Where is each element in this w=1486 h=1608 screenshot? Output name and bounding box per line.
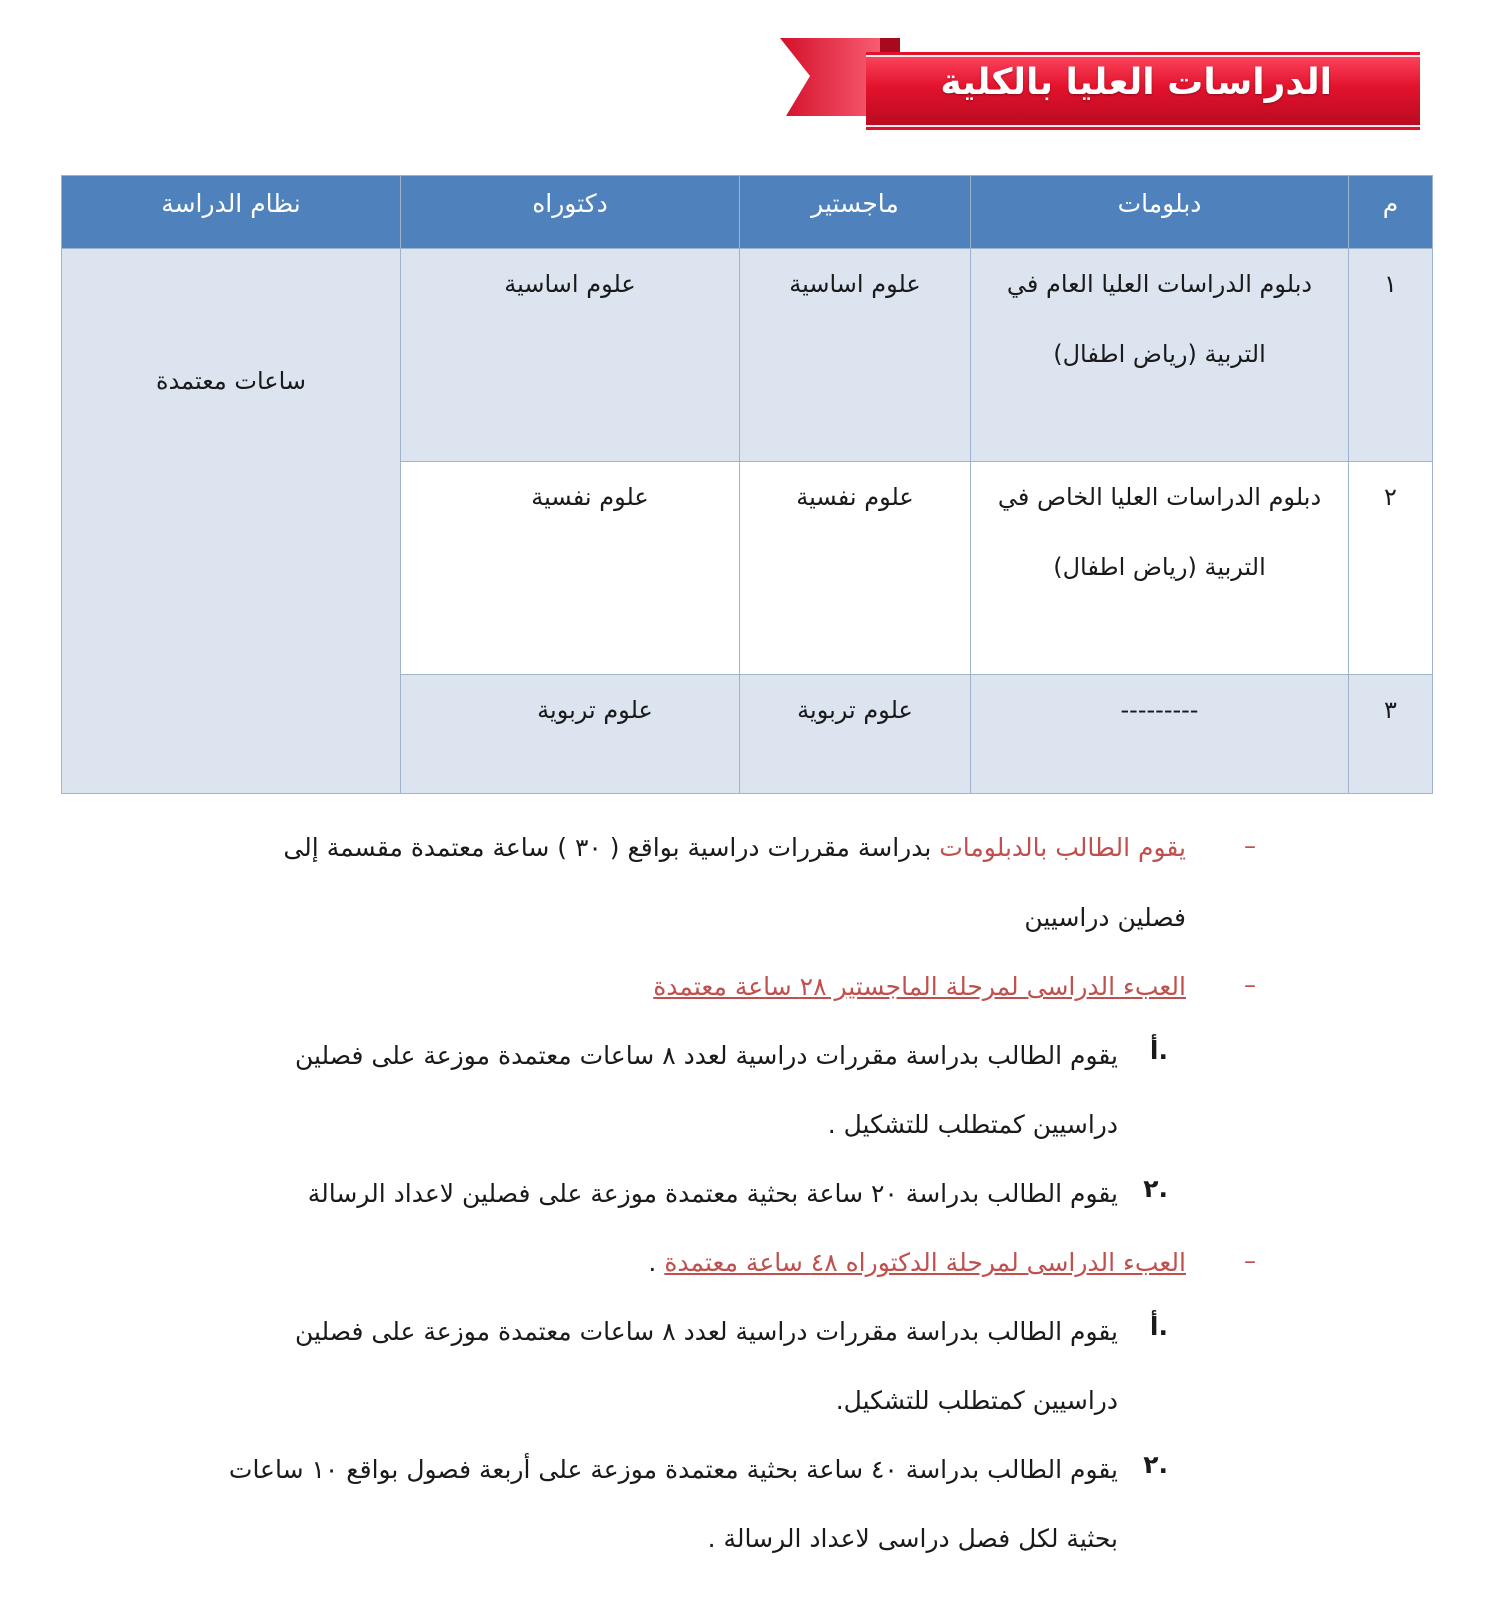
- header-num: م: [1349, 176, 1433, 249]
- masters-item-a: يقوم الطالب بدراسة مقررات دراسية لعدد ٨ ساعات معتمدة موزعة على فصلين: [294, 1041, 1118, 1070]
- list-marker: .٢: [1143, 1174, 1168, 1203]
- diplomas-note-lead: يقوم الطالب بالدبلومات: [939, 833, 1186, 862]
- diplomas-note: [283, 812, 1186, 883]
- row-number: ١: [1349, 249, 1433, 462]
- table-header-row: [62, 176, 1433, 249]
- heading-period: .: [648, 1248, 665, 1277]
- programs-table: [62, 175, 1433, 794]
- masters-item-b: يقوم الطالب بدراسة ٢٠ ساعة بحثية معتمدة موزعة على فصلين لاعداد الرسالة: [307, 1179, 1118, 1208]
- diploma-cell: [971, 462, 1349, 675]
- bullet-dash: –: [1244, 1247, 1256, 1275]
- header-doctorate: دكتوراه: [401, 176, 740, 249]
- study-system-cell: [62, 249, 401, 794]
- diploma-line: دبلوم الدراسات العليا العام في: [1006, 270, 1313, 298]
- diplomas-note-line2: فصلين دراسيين: [1024, 903, 1186, 932]
- bullet-dash: –: [1244, 971, 1256, 999]
- page-title: الدراسات العليا بالكلية: [940, 62, 1332, 103]
- diploma-cell: [971, 249, 1349, 462]
- masters-item-a-line2: دراسيين كمتطلب للتشكيل .: [827, 1110, 1118, 1139]
- header-masters: ماجستير: [740, 176, 971, 249]
- doctorate-cell: علوم نفسية: [401, 462, 740, 675]
- masters-cell: علوم تربوية: [740, 675, 971, 794]
- row-number: ٢: [1349, 462, 1433, 675]
- header-diplomas: دبلومات: [971, 176, 1349, 249]
- masters-load-heading: العبء الدراسى لمرحلة الماجستير ٢٨ ساعة معتمدة: [653, 972, 1186, 1001]
- doctorate-cell: علوم تربوية: [401, 675, 740, 794]
- bullet-dash: –: [1244, 832, 1256, 860]
- doctorate-load-heading: العبء الدراسى لمرحلة الدكتوراه ٤٨ ساعة معتمدة: [664, 1248, 1186, 1277]
- doctorate-cell: علوم اساسية: [401, 249, 740, 462]
- masters-cell: علوم اساسية: [740, 249, 971, 462]
- diploma-line: ---------: [1120, 696, 1199, 724]
- list-marker: .٢: [1143, 1450, 1168, 1479]
- diploma-cell: [971, 675, 1349, 794]
- diplomas-note-rest: بدراسة مقررات دراسية بواقع ( ٣٠ ) ساعة معتمدة مقسمة إلى: [283, 833, 940, 862]
- doctorate-item-a: يقوم الطالب بدراسة مقررات دراسية لعدد ٨ ساعات معتمدة موزعة على فصلين: [294, 1317, 1118, 1346]
- diploma-line: دبلوم الدراسات العليا الخاص في: [997, 483, 1322, 511]
- table-row: [62, 249, 1433, 462]
- doctorate-item-b-line2: بحثية لكل فصل دراسى لاعداد الرسالة .: [707, 1524, 1118, 1553]
- doctorate-item-a-line2: دراسيين كمتطلب للتشكيل.: [835, 1386, 1118, 1415]
- diploma-line: التربية (رياض اطفال): [1053, 553, 1266, 581]
- doctorate-load-heading-wrap: [648, 1227, 1186, 1298]
- doctorate-item-b: يقوم الطالب بدراسة ٤٠ ساعة بحثية معتمدة موزعة على أربعة فصول بواقع ١٠ ساعات: [228, 1455, 1118, 1484]
- row-number: ٣: [1349, 675, 1433, 794]
- title-banner: [780, 36, 1450, 142]
- diploma-line: التربية (رياض اطفال): [1053, 340, 1266, 368]
- list-marker: .أ: [1149, 1036, 1168, 1065]
- list-marker: .أ: [1149, 1312, 1168, 1341]
- study-system-value: ساعات معتمدة: [156, 367, 306, 395]
- masters-cell: علوم نفسية: [740, 462, 971, 675]
- header-system: نظام الدراسة: [62, 176, 401, 249]
